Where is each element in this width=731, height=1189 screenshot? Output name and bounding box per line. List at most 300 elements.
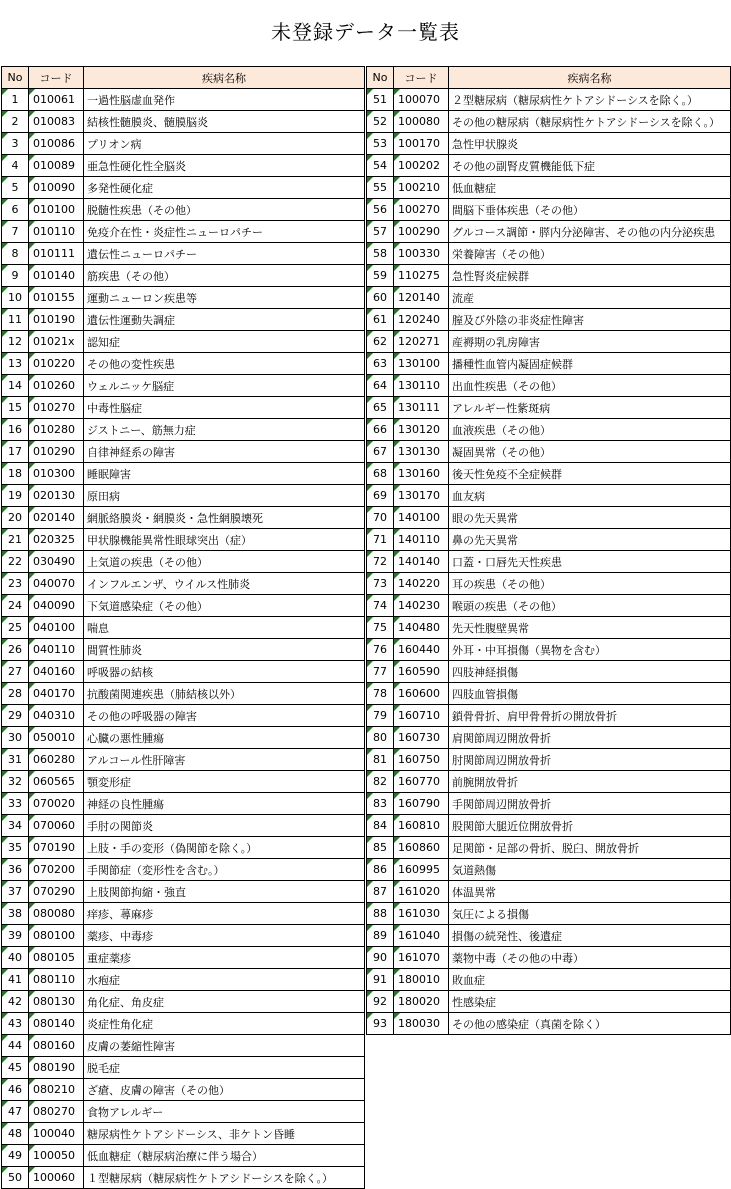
row-code-cell[interactable]: 161030 [394,903,449,925]
row-name-cell[interactable]: 間脳下垂体疾患（その他） [449,199,731,221]
row-name-cell[interactable]: 亜急性硬化性全脳炎 [84,155,365,177]
row-code-cell[interactable]: 070020 [29,793,84,815]
row-name-cell[interactable]: 上肢・手の変形（偽関節を除く。） [84,837,365,859]
row-name-cell[interactable]: ジストニー、筋無力症 [84,419,365,441]
row-no-cell[interactable]: 3 [2,133,29,155]
row-code-cell[interactable]: 100060 [29,1167,84,1189]
row-name-cell[interactable]: 脱髄性疾患（その他） [84,199,365,221]
row-code-cell[interactable]: 120271 [394,331,449,353]
row-no-cell[interactable]: 76 [367,639,394,661]
row-no-cell[interactable]: 26 [2,639,29,661]
row-no-cell[interactable]: 75 [367,617,394,639]
row-name-cell[interactable]: 運動ニューロン疾患等 [84,287,365,309]
row-no-cell[interactable]: 41 [2,969,29,991]
row-name-cell[interactable]: 耳の疾患（その他） [449,573,731,595]
table-row [367,177,731,199]
row-no-cell[interactable]: 37 [2,881,29,903]
row-no-cell[interactable]: 82 [367,771,394,793]
row-name-cell[interactable]: 神経の良性腫瘍 [84,793,365,815]
row-no-cell[interactable]: 58 [367,243,394,265]
row-code-cell[interactable]: 010061 [29,89,84,111]
row-no-cell[interactable]: 68 [367,463,394,485]
row-no-cell[interactable]: 29 [2,705,29,727]
row-code-cell[interactable]: 140110 [394,529,449,551]
row-no-cell[interactable]: 63 [367,353,394,375]
row-name-cell[interactable]: ざ瘡、皮膚の障害（その他） [84,1079,365,1101]
row-code-cell[interactable]: 040310 [29,705,84,727]
row-code-cell[interactable]: 080100 [29,925,84,947]
row-code-cell[interactable]: 070190 [29,837,84,859]
row-name-cell[interactable]: 薬疹、中毒疹 [84,925,365,947]
row-code-cell[interactable]: 080160 [29,1035,84,1057]
row-name-cell[interactable]: 低血糖症（糖尿病治療に伴う場合） [84,1145,365,1167]
row-code-cell[interactable]: 100330 [394,243,449,265]
row-name-cell[interactable]: 口蓋・口唇先天性疾患 [449,551,731,573]
row-code-cell[interactable]: 160590 [394,661,449,683]
row-no-cell[interactable]: 31 [2,749,29,771]
row-code-cell[interactable]: 060565 [29,771,84,793]
row-no-cell[interactable]: 59 [367,265,394,287]
row-name-cell[interactable]: 心臓の悪性腫瘍 [84,727,365,749]
row-code-cell[interactable]: 020130 [29,485,84,507]
row-name-cell[interactable]: 水疱症 [84,969,365,991]
row-no-cell[interactable]: 12 [2,331,29,353]
row-name-cell[interactable]: 呼吸器の結核 [84,661,365,683]
row-code-cell[interactable]: 010290 [29,441,84,463]
row-code-cell[interactable]: 020140 [29,507,84,529]
row-code-cell[interactable]: 161070 [394,947,449,969]
row-name-cell[interactable]: 顎変形症 [84,771,365,793]
row-no-cell[interactable]: 4 [2,155,29,177]
table-row [367,375,731,397]
row-name-cell[interactable]: 炎症性角化症 [84,1013,365,1035]
row-name-cell[interactable]: 気圧による損傷 [449,903,731,925]
table-row [367,705,731,727]
row-name-cell[interactable]: 上肢関節拘縮・強直 [84,881,365,903]
row-no-cell[interactable]: 35 [2,837,29,859]
row-code-cell[interactable]: 080110 [29,969,84,991]
row-no-cell[interactable]: 28 [2,683,29,705]
row-code-cell[interactable]: 040170 [29,683,84,705]
row-name-cell[interactable]: 出血性疾患（その他） [449,375,731,397]
row-no-cell[interactable]: 10 [2,287,29,309]
row-name-cell[interactable]: 多発性硬化症 [84,177,365,199]
row-name-cell[interactable]: 急性腎炎症候群 [449,265,731,287]
row-no-cell[interactable]: 39 [2,925,29,947]
row-name-cell[interactable]: 自律神経系の障害 [84,441,365,463]
row-name-cell[interactable]: 抗酸菌関連疾患（肺結核以外） [84,683,365,705]
row-no-cell[interactable]: 52 [367,111,394,133]
row-code-cell[interactable]: 040100 [29,617,84,639]
table-row [2,859,365,881]
row-name-cell[interactable]: 損傷の続発性、後遺症 [449,925,731,947]
row-code-cell[interactable]: 130120 [394,419,449,441]
row-no-cell[interactable]: 44 [2,1035,29,1057]
table-row [367,441,731,463]
row-code-cell[interactable]: 120240 [394,309,449,331]
row-no-cell[interactable]: 24 [2,595,29,617]
row-no-cell[interactable]: 23 [2,573,29,595]
row-code-cell[interactable]: 160440 [394,639,449,661]
table-row [2,991,365,1013]
row-name-cell[interactable]: 筋疾患（その他） [84,265,365,287]
row-no-cell[interactable]: 92 [367,991,394,1013]
row-no-cell[interactable]: 61 [367,309,394,331]
row-name-cell[interactable]: 糖尿病性ケトアシドーシス、非ケトン昏睡 [84,1123,365,1145]
row-name-cell[interactable]: 膣及び外陰の非炎症性障害 [449,309,731,331]
row-no-cell[interactable]: 83 [367,793,394,815]
row-no-cell[interactable]: 84 [367,815,394,837]
row-name-cell[interactable]: 遺伝性ニューロパチー [84,243,365,265]
row-code-cell[interactable]: 010100 [29,199,84,221]
row-code-cell[interactable]: 161020 [394,881,449,903]
row-no-cell[interactable]: 34 [2,815,29,837]
row-name-cell[interactable]: ウェルニッケ脳症 [84,375,365,397]
row-no-cell[interactable]: 33 [2,793,29,815]
row-code-cell[interactable]: 160730 [394,727,449,749]
row-name-cell[interactable]: 鼻の先天異常 [449,529,731,551]
row-no-cell[interactable]: 91 [367,969,394,991]
row-no-cell[interactable]: 32 [2,771,29,793]
row-name-cell[interactable]: 皮膚の萎縮性障害 [84,1035,365,1057]
row-name-cell[interactable]: 前腕開放骨折 [449,771,731,793]
row-name-cell[interactable]: 一過性脳虚血発作 [84,89,365,111]
row-no-cell[interactable]: 71 [367,529,394,551]
row-code-cell[interactable]: 010300 [29,463,84,485]
table-row [367,551,731,573]
table-row [2,397,365,419]
row-no-cell[interactable]: 67 [367,441,394,463]
row-name-cell[interactable]: ２型糖尿病（糖尿病性ケトアシドーシスを除く。） [449,89,731,111]
row-name-cell[interactable]: 脱毛症 [84,1057,365,1079]
row-no-cell[interactable]: 11 [2,309,29,331]
row-code-cell[interactable]: 100080 [394,111,449,133]
table-row [2,661,365,683]
row-no-cell[interactable]: 40 [2,947,29,969]
row-no-cell[interactable]: 36 [2,859,29,881]
row-no-cell[interactable]: 90 [367,947,394,969]
row-no-cell[interactable]: 51 [367,89,394,111]
row-no-cell[interactable]: 66 [367,419,394,441]
row-name-cell[interactable]: 産褥期の乳房障害 [449,331,731,353]
row-no-cell[interactable]: 56 [367,199,394,221]
row-name-cell[interactable]: 鎖骨骨折、肩甲骨骨折の開放骨折 [449,705,731,727]
row-no-cell[interactable]: 78 [367,683,394,705]
row-code-cell[interactable]: 010110 [29,221,84,243]
row-code-cell[interactable]: 010155 [29,287,84,309]
row-no-cell[interactable]: 60 [367,287,394,309]
row-name-cell[interactable]: 免疫介在性・炎症性ニューロパチー [84,221,365,243]
row-no-cell[interactable]: 13 [2,353,29,375]
row-name-cell[interactable]: その他の感染症（真菌を除く） [449,1013,731,1035]
row-code-cell[interactable]: 070290 [29,881,84,903]
row-name-cell[interactable]: 血液疾患（その他） [449,419,731,441]
row-code-cell[interactable]: 070200 [29,859,84,881]
row-no-cell[interactable]: 47 [2,1101,29,1123]
row-name-cell[interactable]: 四肢神経損傷 [449,661,731,683]
row-name-cell[interactable]: 凝固異常（その他） [449,441,731,463]
row-code-cell[interactable]: 160770 [394,771,449,793]
row-name-cell[interactable]: 気道熱傷 [449,859,731,881]
row-no-cell[interactable]: 6 [2,199,29,221]
row-no-cell[interactable]: 17 [2,441,29,463]
row-no-cell[interactable]: 1 [2,89,29,111]
row-name-cell[interactable]: 肩関節周辺開放骨折 [449,727,731,749]
row-code-cell[interactable]: 040070 [29,573,84,595]
row-name-cell[interactable]: 角化症、角皮症 [84,991,365,1013]
row-name-cell[interactable]: 手関節症（変形性を含む。） [84,859,365,881]
row-no-cell[interactable]: 81 [367,749,394,771]
row-name-cell[interactable]: 手肘の関節炎 [84,815,365,837]
row-no-cell[interactable]: 88 [367,903,394,925]
table-row [2,947,365,969]
row-name-cell[interactable]: 栄養障害（その他） [449,243,731,265]
row-no-cell[interactable]: 65 [367,397,394,419]
row-code-cell[interactable]: 140230 [394,595,449,617]
row-name-cell[interactable]: １型糖尿病（糖尿病性ケトアシドーシスを除く。） [84,1167,365,1189]
row-no-cell[interactable]: 77 [367,661,394,683]
row-code-cell[interactable]: 080210 [29,1079,84,1101]
row-no-cell[interactable]: 86 [367,859,394,881]
row-code-cell[interactable]: 080140 [29,1013,84,1035]
row-code-cell[interactable]: 120140 [394,287,449,309]
row-name-cell[interactable]: 四肢血管損傷 [449,683,731,705]
row-code-cell[interactable]: 060280 [29,749,84,771]
table-row [2,331,365,353]
row-code-cell[interactable]: 010220 [29,353,84,375]
row-code-cell[interactable]: 130100 [394,353,449,375]
row-code-cell[interactable]: 110275 [394,265,449,287]
table-row [2,199,365,221]
row-no-cell[interactable]: 21 [2,529,29,551]
row-code-cell[interactable]: 100170 [394,133,449,155]
row-name-cell[interactable]: 急性甲状腺炎 [449,133,731,155]
row-name-cell[interactable]: 体温異常 [449,881,731,903]
row-name-cell[interactable]: その他の副腎皮質機能低下症 [449,155,731,177]
row-no-cell[interactable]: 5 [2,177,29,199]
row-code-cell[interactable]: 140140 [394,551,449,573]
row-name-cell[interactable]: 播種性血管内凝固症候群 [449,353,731,375]
row-code-cell[interactable]: 130111 [394,397,449,419]
row-name-cell[interactable]: その他の糖尿病（糖尿病性ケトアシドーシスを除く。） [449,111,731,133]
row-code-cell[interactable]: 100290 [394,221,449,243]
row-no-cell[interactable]: 19 [2,485,29,507]
row-code-cell[interactable]: 010140 [29,265,84,287]
row-name-cell[interactable]: 間質性肺炎 [84,639,365,661]
row-no-cell[interactable]: 9 [2,265,29,287]
row-code-cell[interactable]: 010280 [29,419,84,441]
row-no-cell[interactable]: 42 [2,991,29,1013]
row-no-cell[interactable]: 18 [2,463,29,485]
row-name-cell[interactable]: 下気道感染症（その他） [84,595,365,617]
table-row [2,573,365,595]
row-code-cell[interactable]: 140220 [394,573,449,595]
row-code-cell[interactable]: 160710 [394,705,449,727]
row-code-cell[interactable]: 100270 [394,199,449,221]
row-name-cell[interactable]: 先天性腹壁異常 [449,617,731,639]
row-name-cell[interactable]: インフルエンザ、ウイルス性肺炎 [84,573,365,595]
row-code-cell[interactable]: 130170 [394,485,449,507]
row-no-cell[interactable]: 64 [367,375,394,397]
row-no-cell[interactable]: 49 [2,1145,29,1167]
row-name-cell[interactable]: 結核性髄膜炎、髄膜脳炎 [84,111,365,133]
row-no-cell[interactable]: 30 [2,727,29,749]
row-no-cell[interactable]: 69 [367,485,394,507]
row-no-cell[interactable]: 93 [367,1013,394,1035]
row-name-cell[interactable]: その他の変性疾患 [84,353,365,375]
row-no-cell[interactable]: 48 [2,1123,29,1145]
row-code-cell[interactable]: 050010 [29,727,84,749]
row-code-cell[interactable]: 100070 [394,89,449,111]
row-code-cell[interactable]: 130110 [394,375,449,397]
row-code-cell[interactable]: 010083 [29,111,84,133]
table-row [2,749,365,771]
table-row [2,375,365,397]
row-code-cell[interactable]: 080105 [29,947,84,969]
row-name-cell[interactable]: アレルギー性紫斑病 [449,397,731,419]
row-no-cell[interactable]: 54 [367,155,394,177]
row-name-cell[interactable]: 足関節・足部の骨折、脱臼、開放骨折 [449,837,731,859]
row-name-cell[interactable]: 喘息 [84,617,365,639]
row-no-cell[interactable]: 2 [2,111,29,133]
row-name-cell[interactable]: その他の呼吸器の障害 [84,705,365,727]
row-code-cell[interactable]: 01021x [29,331,84,353]
row-no-cell[interactable]: 7 [2,221,29,243]
row-code-cell[interactable]: 080270 [29,1101,84,1123]
row-code-cell[interactable]: 180010 [394,969,449,991]
row-no-cell[interactable]: 27 [2,661,29,683]
row-name-cell[interactable]: 遺伝性運動失調症 [84,309,365,331]
table-row [367,683,731,705]
row-no-cell[interactable]: 72 [367,551,394,573]
row-name-cell[interactable]: 痒疹、蕁麻疹 [84,903,365,925]
row-code-cell[interactable]: 160790 [394,793,449,815]
row-name-cell[interactable]: 中毒性脳症 [84,397,365,419]
row-name-cell[interactable]: 後天性免疫不全症候群 [449,463,731,485]
row-no-cell[interactable]: 73 [367,573,394,595]
row-code-cell[interactable]: 160860 [394,837,449,859]
row-no-cell[interactable]: 46 [2,1079,29,1101]
row-no-cell[interactable]: 70 [367,507,394,529]
row-code-cell[interactable]: 010089 [29,155,84,177]
row-code-cell[interactable]: 100202 [394,155,449,177]
row-code-cell[interactable]: 160600 [394,683,449,705]
row-code-cell[interactable]: 140480 [394,617,449,639]
row-code-cell[interactable]: 070060 [29,815,84,837]
row-name-cell[interactable]: 性感染症 [449,991,731,1013]
row-code-cell[interactable]: 010086 [29,133,84,155]
row-no-cell[interactable]: 85 [367,837,394,859]
row-code-cell[interactable]: 040110 [29,639,84,661]
row-no-cell[interactable]: 20 [2,507,29,529]
row-name-cell[interactable]: 外耳・中耳損傷（異物を含む） [449,639,731,661]
row-code-cell[interactable]: 140100 [394,507,449,529]
row-no-cell[interactable]: 22 [2,551,29,573]
row-no-cell[interactable]: 74 [367,595,394,617]
row-no-cell[interactable]: 43 [2,1013,29,1035]
row-no-cell[interactable]: 80 [367,727,394,749]
row-code-cell[interactable]: 080190 [29,1057,84,1079]
row-code-cell[interactable]: 180020 [394,991,449,1013]
row-code-cell[interactable]: 010260 [29,375,84,397]
row-name-cell[interactable]: 血友病 [449,485,731,507]
row-no-cell[interactable]: 53 [367,133,394,155]
row-code-cell[interactable]: 100050 [29,1145,84,1167]
row-code-cell[interactable]: 130130 [394,441,449,463]
row-name-cell[interactable]: アルコール性肝障害 [84,749,365,771]
row-name-cell[interactable]: 喉頭の疾患（その他） [449,595,731,617]
row-code-cell[interactable]: 040090 [29,595,84,617]
row-no-cell[interactable]: 55 [367,177,394,199]
row-no-cell[interactable]: 45 [2,1057,29,1079]
row-name-cell[interactable]: プリオン病 [84,133,365,155]
row-name-cell[interactable]: 敗血症 [449,969,731,991]
row-name-cell[interactable]: 甲状腺機能異常性眼球突出（症） [84,529,365,551]
row-code-cell[interactable]: 030490 [29,551,84,573]
row-name-cell[interactable]: 股関節大腿近位開放骨折 [449,815,731,837]
row-no-cell[interactable]: 38 [2,903,29,925]
row-code-cell[interactable]: 161040 [394,925,449,947]
row-name-cell[interactable]: 上気道の疾患（その他） [84,551,365,573]
row-name-cell[interactable]: 流産 [449,287,731,309]
table-row [367,661,731,683]
row-no-cell[interactable]: 8 [2,243,29,265]
table-row [367,859,731,881]
row-no-cell[interactable]: 14 [2,375,29,397]
row-code-cell[interactable]: 180030 [394,1013,449,1035]
row-no-cell[interactable]: 15 [2,397,29,419]
row-name-cell[interactable]: 網脈絡膜炎・網膜炎・急性網膜壊死 [84,507,365,529]
row-name-cell[interactable]: 原田病 [84,485,365,507]
row-name-cell[interactable]: 重症薬疹 [84,947,365,969]
table-row [2,1123,365,1145]
row-name-cell[interactable]: 手関節周辺開放骨折 [449,793,731,815]
row-code-cell[interactable]: 130160 [394,463,449,485]
row-code-cell[interactable]: 160995 [394,859,449,881]
row-no-cell[interactable]: 87 [367,881,394,903]
row-code-cell[interactable]: 010190 [29,309,84,331]
row-code-cell[interactable]: 010090 [29,177,84,199]
row-code-cell[interactable]: 160810 [394,815,449,837]
table-row [2,419,365,441]
row-no-cell[interactable]: 62 [367,331,394,353]
row-no-cell[interactable]: 25 [2,617,29,639]
row-name-cell[interactable]: グルコース調節・膵内分泌障害、その他の内分泌疾患 [449,221,731,243]
row-no-cell[interactable]: 89 [367,925,394,947]
row-no-cell[interactable]: 79 [367,705,394,727]
row-code-cell[interactable]: 020325 [29,529,84,551]
row-name-cell[interactable]: 低血糖症 [449,177,731,199]
row-name-cell[interactable]: 食物アレルギー [84,1101,365,1123]
row-name-cell[interactable]: 眼の先天異常 [449,507,731,529]
row-code-cell[interactable]: 010270 [29,397,84,419]
row-code-cell[interactable]: 160750 [394,749,449,771]
row-code-cell[interactable]: 100210 [394,177,449,199]
table-row [367,485,731,507]
row-code-cell[interactable]: 080080 [29,903,84,925]
row-code-cell[interactable]: 040160 [29,661,84,683]
row-code-cell[interactable]: 080130 [29,991,84,1013]
row-name-cell[interactable]: 薬物中毒（その他の中毒） [449,947,731,969]
row-name-cell[interactable]: 睡眠障害 [84,463,365,485]
row-code-cell[interactable]: 010111 [29,243,84,265]
row-name-cell[interactable]: 肘関節周辺開放骨折 [449,749,731,771]
row-no-cell[interactable]: 57 [367,221,394,243]
row-no-cell[interactable]: 50 [2,1167,29,1189]
row-code-cell[interactable]: 100040 [29,1123,84,1145]
row-name-cell[interactable]: 認知症 [84,331,365,353]
row-no-cell[interactable]: 16 [2,419,29,441]
